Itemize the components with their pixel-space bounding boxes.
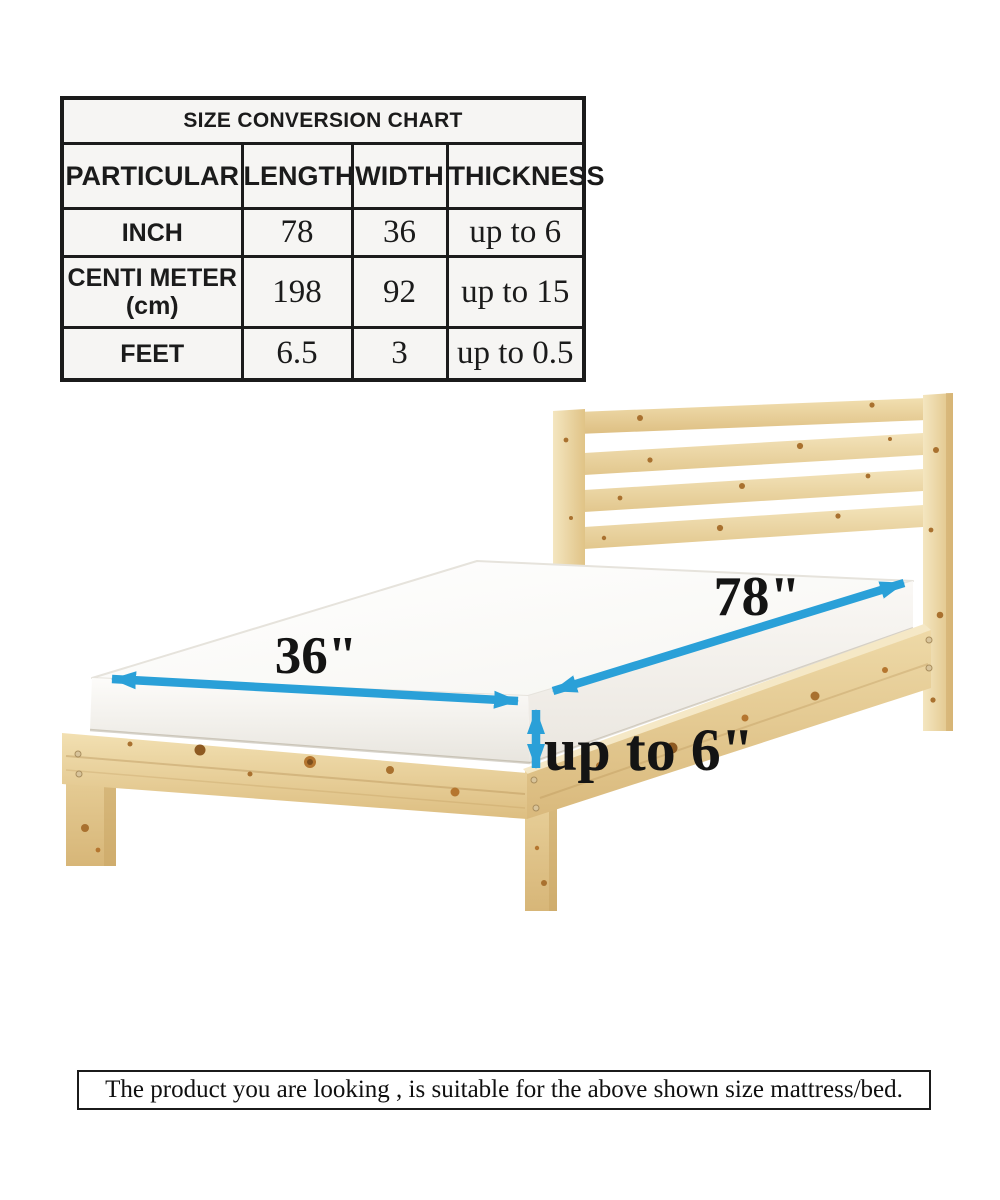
table-header-row <box>62 144 584 209</box>
cell-feet-width: 3 <box>352 328 447 381</box>
cell-cm-length: 198 <box>242 257 352 328</box>
footer-note-box <box>77 1070 931 1110</box>
column-header-length: LENGTH <box>242 144 352 209</box>
cell-inch-thickness: up to 6 <box>447 209 584 257</box>
headboard-slat <box>584 469 923 512</box>
cell-feet-length: 6.5 <box>242 328 352 381</box>
width-dimension-label: 36" <box>274 627 358 685</box>
table-title-row <box>62 98 584 144</box>
cell-inch-width: 36 <box>352 209 447 257</box>
table-row-centimeter <box>62 257 584 328</box>
row-label-centimeter: CENTI METER (cm) <box>62 257 242 328</box>
thickness-dimension-label: up to 6" <box>543 717 755 783</box>
bed-illustration <box>0 378 1000 958</box>
footer-note: The product you are looking , is suitable for the above shown size mattress/bed. <box>105 1076 903 1103</box>
cell-inch-length: 78 <box>242 209 352 257</box>
column-header-particular: PARTICULAR <box>62 144 242 209</box>
cell-cm-width: 92 <box>352 257 447 328</box>
table-row-inch <box>62 209 584 257</box>
headboard-slat <box>584 505 923 549</box>
length-dimension-label: 78" <box>713 566 801 628</box>
headboard-slat <box>584 433 923 475</box>
row-label-inch: INCH <box>62 209 242 257</box>
cell-feet-thickness: up to 0.5 <box>447 328 584 381</box>
row-label-feet: FEET <box>62 328 242 381</box>
headboard-top-rail <box>553 397 953 435</box>
headboard-left-post <box>553 409 585 579</box>
column-header-width: WIDTH <box>352 144 447 209</box>
table-title: SIZE CONVERSION CHART <box>62 98 584 144</box>
table-row-feet <box>62 328 584 381</box>
column-header-thickness: THICKNESS <box>447 144 584 209</box>
cell-cm-thickness: up to 15 <box>447 257 584 328</box>
post-edge-shade <box>946 393 953 731</box>
size-conversion-table <box>60 96 605 382</box>
